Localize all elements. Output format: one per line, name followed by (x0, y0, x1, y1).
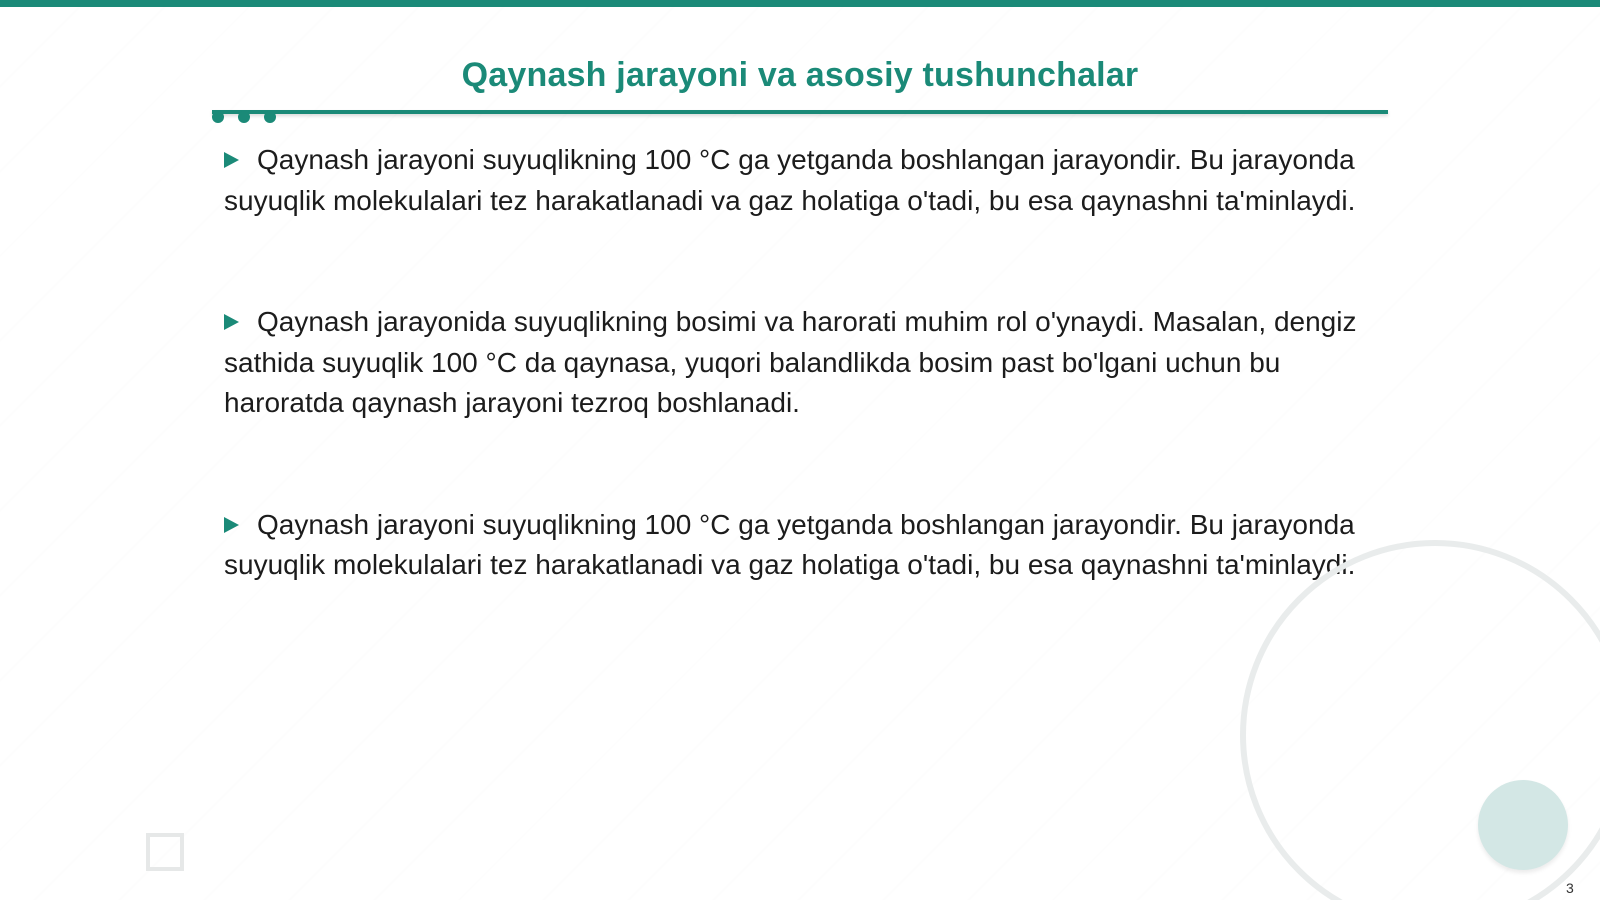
decorative-dot (264, 111, 276, 123)
triangle-right-icon (224, 517, 239, 533)
title-underline (212, 110, 1388, 114)
decorative-dot (238, 111, 250, 123)
slide-body (224, 140, 1364, 667)
triangle-right-icon (224, 152, 239, 168)
bullet-paragraph (224, 140, 1364, 221)
paragraph-text: Qaynash jarayonida suyuqlikning bosimi va harorati muhim rol o'ynaydi. Masalan, dengiz sathida suyuqlik 100 °C da qaynasa, yuqori balandlikda bosim past bo'lgani uchun bu haroratda qaynash jarayoni tezroq boshlanadi. (224, 306, 1357, 418)
paragraph-text: Qaynash jarayoni suyuqlikning 100 °C ga yetganda boshlangan jarayondir. Bu jarayonda suyuqlik molekulalari tez harakatlanadi va gaz holatiga o'tadi, bu esa qaynashni ta'minlaydi. (224, 144, 1356, 216)
bullet-paragraph (224, 302, 1364, 424)
page-number: 3 (1566, 880, 1574, 896)
paragraph-text: Qaynash jarayoni suyuqlikning 100 °C ga yetganda boshlangan jarayondir. Bu jarayonda suyuqlik molekulalari tez harakatlanadi va gaz holatiga o'tadi, bu esa qaynashni ta'minlaydi. (224, 508, 1356, 580)
slide-title: Qaynash jarayoni va asosiy tushunchalar (461, 56, 1139, 94)
decorative-square (146, 833, 184, 871)
bullet-paragraph (224, 505, 1364, 586)
top-accent-bar (0, 0, 1600, 7)
decorative-circle (1478, 780, 1568, 870)
decorative-dot (212, 111, 224, 123)
triangle-right-icon (224, 314, 239, 330)
